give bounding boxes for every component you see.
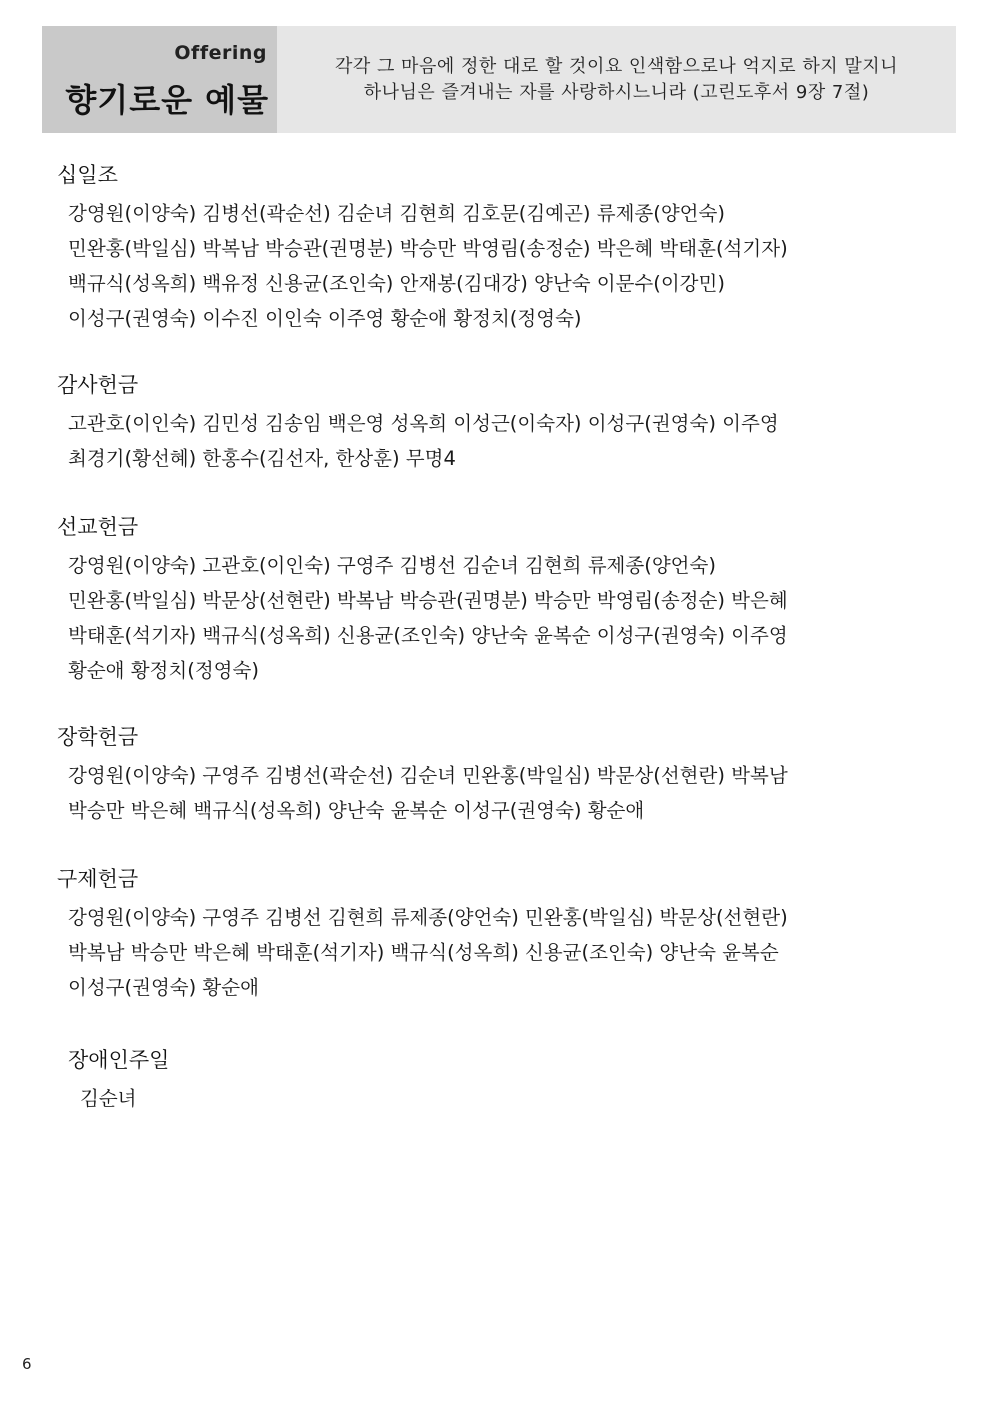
name-line: 박태훈(석기자) 백규식(성옥희) 신용균(조인숙) 양난숙 윤복순 이성구(권영숙) 이주영 — [68, 624, 788, 647]
name-line: 백규식(성옥희) 백유정 신용균(조인숙) 안재봉(김대강) 양난숙 이문수(이강민) — [68, 272, 725, 295]
section-title: 구제헌금 — [57, 867, 139, 891]
name-list — [68, 1081, 948, 1116]
section-tithe — [57, 160, 937, 336]
name-line: 고관호(이인숙) 김민성 김송임 백은영 성옥희 이성근(이숙자) 이성구(권영숙) 이주영 — [68, 412, 779, 435]
verse-line-2: 하나님은 즐겨내는 자를 사랑하시느니라 (고린도후서 9장 7절) — [363, 82, 870, 103]
section-mission — [57, 512, 937, 688]
name-list — [57, 406, 937, 476]
section-title: 장학헌금 — [57, 725, 139, 749]
name-line: 박승만 박은혜 백규식(성옥희) 양난숙 윤복순 이성구(권영숙) 황순애 — [68, 799, 645, 822]
section-title: 감사헌금 — [57, 373, 139, 397]
name-line: 강영원(이양숙) 고관호(이인숙) 구영주 김병선 김순녀 김현희 류제종(양언숙) — [68, 554, 716, 577]
section-scholarship — [57, 722, 937, 828]
section-title: 선교헌금 — [57, 515, 139, 539]
name-line: 민완홍(박일심) 박복남 박승관(권명분) 박승만 박영림(송정순) 박은혜 박태훈(석기자) — [68, 237, 788, 260]
name-list — [57, 758, 937, 828]
header-label-en: Offering — [174, 42, 267, 64]
section-title: 십일조 — [57, 163, 118, 187]
verse-line-1: 각각 그 마음에 정한 대로 할 것이요 인색함으로나 억지로 하지 말지니 — [334, 56, 899, 77]
section-title: 장애인주일 — [68, 1048, 170, 1072]
section-relief — [57, 864, 937, 1005]
name-list — [57, 548, 937, 688]
header-title-block — [42, 26, 277, 133]
section-thanksgiving — [57, 370, 937, 476]
name-line: 황순애 황정치(정영숙) — [68, 659, 259, 682]
name-line: 최경기(황선혜) 한홍수(김선자, 한상훈) 무명4 — [68, 447, 456, 470]
name-line: 박복남 박승만 박은혜 박태훈(석기자) 백규식(성옥희) 신용균(조인숙) 양난숙 윤복순 — [68, 941, 779, 964]
name-line: 강영원(이양숙) 구영주 김병선 김현희 류제종(양언숙) 민완홍(박일심) 박문상(선현란) — [68, 906, 788, 929]
page-number: 6 — [22, 1355, 32, 1373]
name-list — [57, 900, 937, 1005]
name-line: 강영원(이양숙) 김병선(곽순선) 김순녀 김현희 김호문(김예곤) 류제종(양언숙) — [68, 202, 725, 225]
name-line: 김순녀 — [80, 1087, 137, 1110]
offering-header — [42, 26, 956, 133]
page-title: 향기로운 예물 — [65, 81, 269, 119]
name-line: 이성구(권영숙) 이수진 이인숙 이주영 황순애 황정치(정영숙) — [68, 307, 582, 330]
name-list — [57, 196, 937, 336]
header-verse — [277, 54, 956, 106]
name-line: 이성구(권영숙) 황순애 — [68, 976, 259, 999]
name-line: 민완홍(박일심) 박문상(선현란) 박복남 박승관(권명분) 박승만 박영림(송정순) 박은혜 — [68, 589, 788, 612]
name-line: 강영원(이양숙) 구영주 김병선(곽순선) 김순녀 민완홍(박일심) 박문상(선현란) 박복남 — [68, 764, 788, 787]
section-disability-sunday — [68, 1045, 948, 1116]
